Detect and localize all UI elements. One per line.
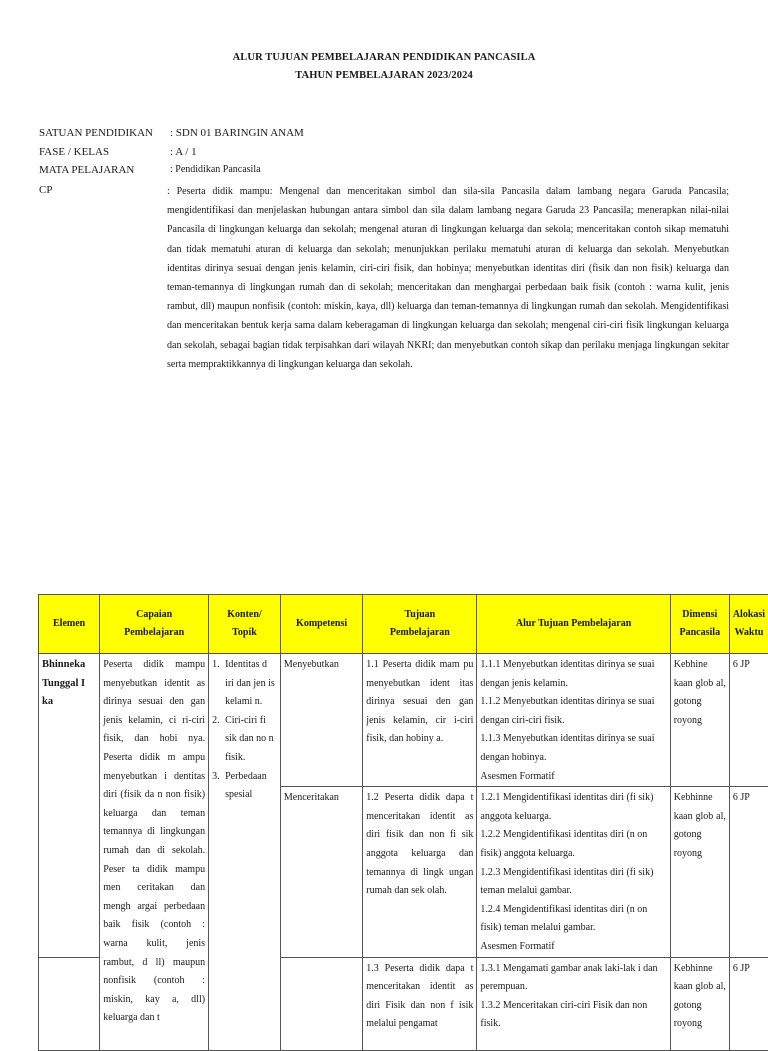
cell-dimensi: Kebhine kaan glob al, gotong royong	[670, 654, 729, 787]
cell-elemen: Bhinneka Tunggal I ka	[39, 654, 100, 958]
header-konten: Konten/ Topik	[209, 595, 281, 654]
konten-item: 2. Ciri-ciri fi sik dan no n fisik.	[212, 712, 277, 768]
table-row	[39, 654, 768, 787]
cell-elemen-empty	[39, 957, 100, 1050]
header-alokasi: Alokasi Waktu	[729, 595, 768, 654]
alur-item: 1.3.2 Menceritakan ciri-ciri Fisik dan non fisik.	[480, 997, 666, 1034]
cell-tujuan: 1.3 Peserta didik dapa t menceritakan identit as diri Fisik dan non f isik melalui pengamat	[363, 957, 477, 1050]
alur-item: 1.2.3 Mengidentifikasi identitas diri (fi sik) teman melalui gambar.	[480, 864, 666, 901]
cell-alur	[477, 957, 670, 1050]
info-cp-label: CP	[39, 184, 52, 196]
cell-alokasi: 6 JP	[729, 654, 768, 787]
cell-tujuan: 1.1 Peserta didik mam pu menyebutkan ident itas dirinya sesuai den gan jenis kelamin, cir i-ciri fisik, dan hobiny a.	[363, 654, 477, 787]
konten-item: 3. Perbedaan spesial	[212, 768, 277, 805]
cp-description: : Peserta didik mampu: Mengenal dan menceritakan simbol dan sila-sila Pancasila dalam lambang negara Garuda Pancasila; mengidentifikasi dan menjelaskan hubungan antara simbol dan sila dalam lambang negara Garuda 23 Pancasila; menerapkan nilai-nilai Pancasila di lingkungan keluarga dan sekolah; mengenal aturan di lingkungan keluarga dan sekola; menceritakan contoh sikap mematuhi dan tidak mematuhi aturan di keluarga dan sekolah; menunjukkan perilaku mematuhi aturan di keluarga dan sekolah. Menyebutkan identitas dirinya sesuai dengan jenis kelamin, ciri-ciri fisik, dan hobinya; menyebutkan identitas diri (fisik dan non fisik) keluarga dan teman-temannya di lingkungan rumah dan di sekolah; menceritakan dan menghargai perbedaan baik fisik (contoh : warna kulit, jenis rambut, dll) maupun nonfisik (contoh: miskin, kaya, dll) keluarga dan teman-temannya di lingkungan rumah dan sekolah. Mengidentifikasi dan menceritakan bentuk kerja sama dalam keberagaman di lingkungan keluarga dan sekolah; mengenal ciri-ciri fisik lingkungan keluarga dan sekolah, sebagai bagian tidak terpisahkan dari wilayah NKRI; dan menyebutkan contoh sikap dan perilaku menjaga lingkungan sekitar serta mempraktikkannya di lingkungan keluarga dan sekolah.	[167, 182, 729, 374]
alur-item: 1.1.1 Menyebutkan identitas dirinya se suai dengan jenis kelamin.	[480, 656, 666, 693]
cell-kompetensi: Menceritakan	[280, 787, 362, 957]
cell-capaian: Peserta didik mampu menyebutkan identit as dirinya sesuai den gan jenis kelamin, ci ri-ciri fisik, dan hobi nya. Peserta didik m ampu menyebutkan i dentitas diri (fisik da n non fisik) keluarga dan teman temannya di lingkungan rumah dan di sekolah. Peser ta didik mampu men ceritakan dan mengh argai perbedaan baik fisik (contoh : warna kulit, jenis rambut, d ll) maupun nonfisik (contoh : miskin, kay a, dll) keluarga dan t	[100, 654, 209, 1051]
cell-alur	[477, 787, 670, 957]
header-alur: Alur Tujuan Pembelajaran	[477, 595, 670, 654]
table-header-row	[39, 595, 768, 654]
info-fase-value: : A / 1	[170, 146, 197, 158]
info-mapel-label: MATA PELAJARAN	[39, 164, 134, 176]
cell-dimensi: Kebhinne kaan glob al, gotong royong	[670, 787, 729, 957]
info-satuan-label: SATUAN PENDIDIKAN	[39, 127, 153, 139]
info-mapel-value: : Pendidikan Pancasila	[170, 164, 261, 175]
info-fase-label: FASE / KELAS	[39, 146, 109, 158]
alur-item: Asesmen Formatif	[480, 768, 666, 787]
alur-item: 1.1.2 Menyebutkan identitas dirinya se suai dengan ciri-ciri fisik.	[480, 693, 666, 730]
cell-kompetensi: Menyebutkan	[280, 654, 362, 787]
cell-dimensi: Kebhinne kaan glob al, gotong royong	[670, 957, 729, 1050]
cell-alokasi: 6 JP	[729, 787, 768, 957]
alur-item: 1.3.1 Mengamati gambar anak laki-lak i dan perempuan.	[480, 960, 666, 997]
header-elemen: Elemen	[39, 595, 100, 654]
document-subtitle: TAHUN PEMBELAJARAN 2023/2024	[0, 70, 768, 81]
header-dimensi: Dimensi Pancasila	[670, 595, 729, 654]
alur-item: Asesmen Formatif	[480, 938, 666, 957]
document-title: ALUR TUJUAN PEMBELAJARAN PENDIDIKAN PANCASILA	[0, 52, 768, 63]
alur-item: 1.1.3 Menyebutkan identitas dirinya se suai dengan hobinya.	[480, 730, 666, 767]
cell-kompetensi	[280, 957, 362, 1050]
info-satuan-value: : SDN 01 BARINGIN ANAM	[170, 127, 304, 139]
atp-table	[38, 594, 768, 1051]
alur-item: 1.2.2 Mengidentifikasi identitas diri (n on fisik) anggota keluarga.	[480, 826, 666, 863]
header-tujuan: Tujuan Pembelajaran	[363, 595, 477, 654]
header-capaian: Capaian Pembelajaran	[100, 595, 209, 654]
cell-konten	[209, 654, 281, 1051]
cell-tujuan: 1.2 Peserta didik dapa t menceritakan identit as diri fisik dan non fi sik anggota keluarga dan temannya di lingk ungan rumah dan sek olah.	[363, 787, 477, 957]
cell-alokasi: 6 JP	[729, 957, 768, 1050]
konten-item: 1. Identitas d iri dan jen is kelami n.	[212, 656, 277, 712]
cell-alur	[477, 654, 670, 787]
alur-item: 1.2.4 Mengidentifikasi identitas diri (n on fisik) teman melalui gambar.	[480, 901, 666, 938]
header-kompetensi: Kompetensi	[280, 595, 362, 654]
alur-item: 1.2.1 Mengidentifikasi identitas diri (fi sik) anggota keluarga.	[480, 789, 666, 826]
